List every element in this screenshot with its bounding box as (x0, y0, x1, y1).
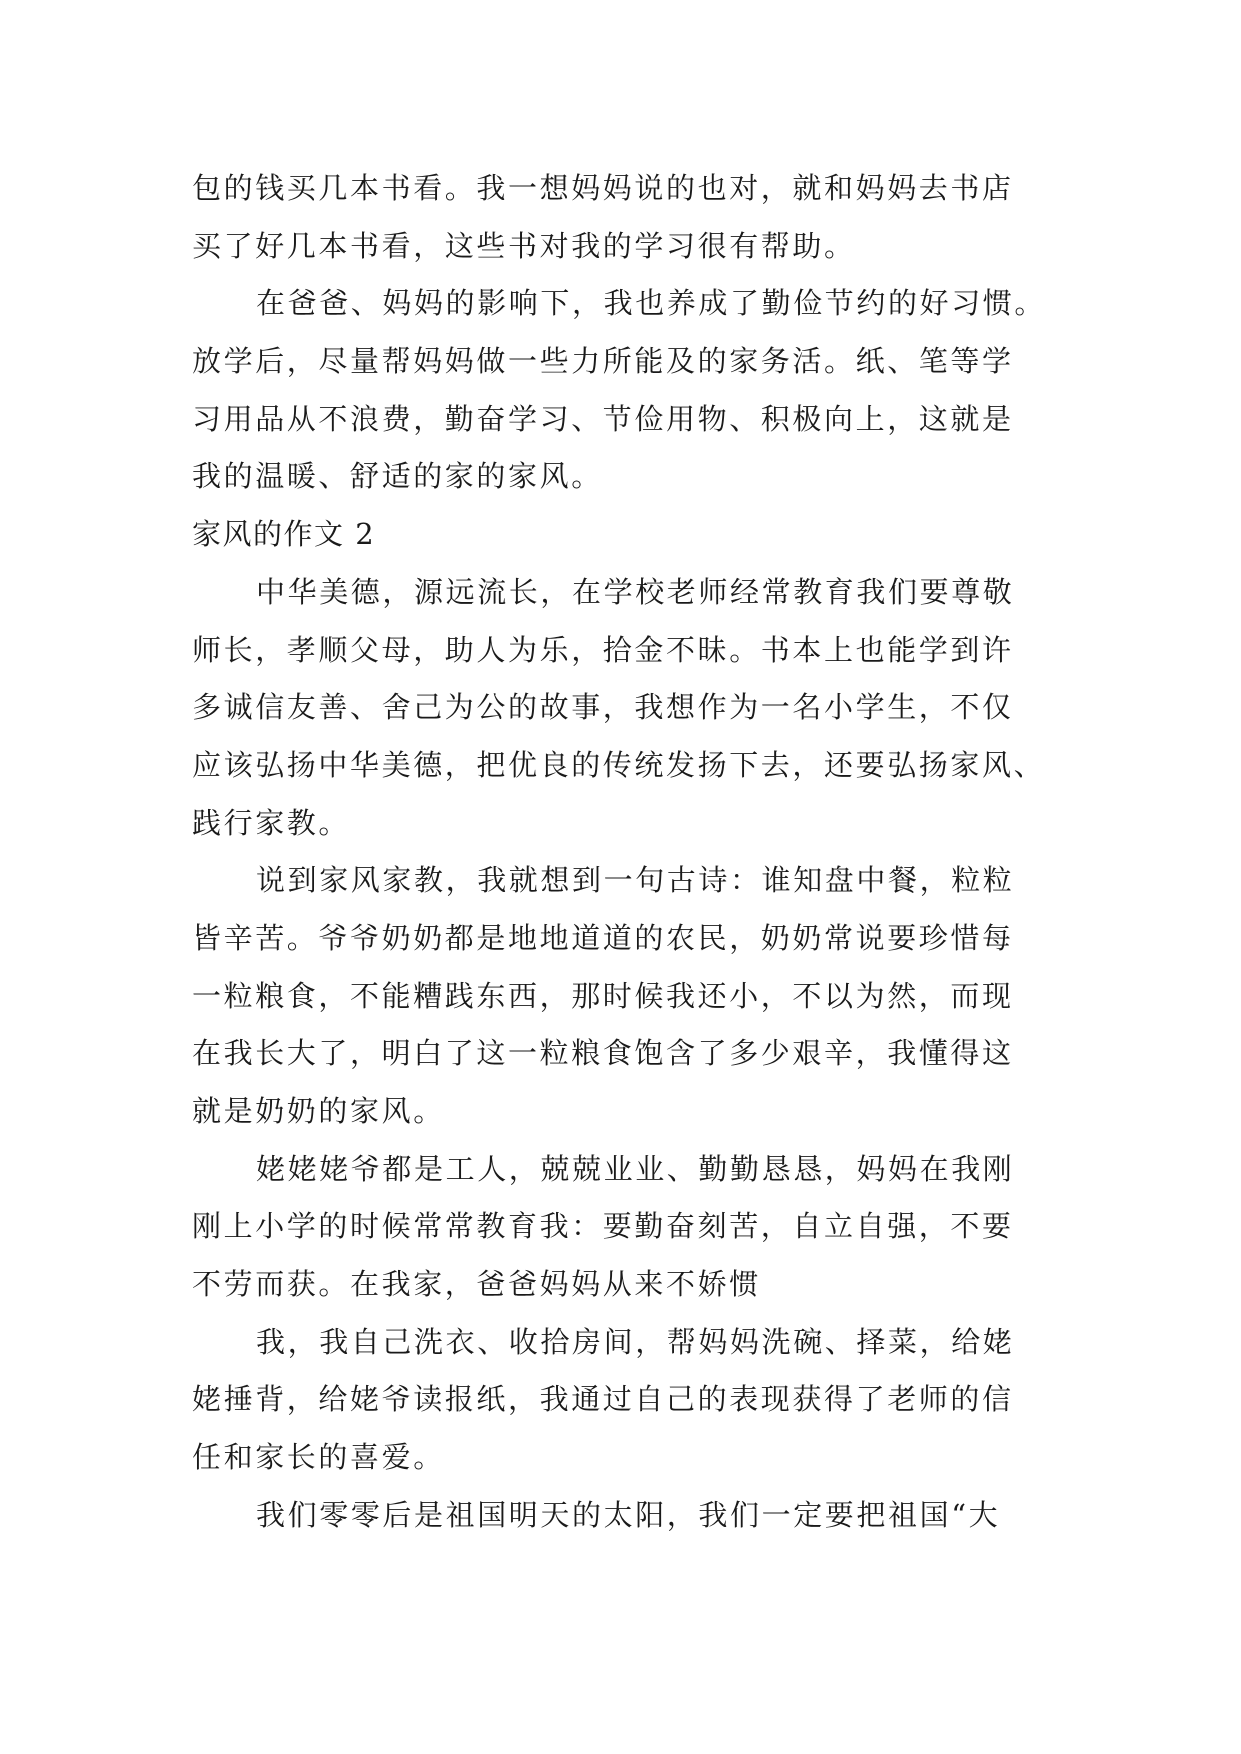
section-heading: 家风的作文 2 (192, 517, 376, 552)
text-line-18: 姥姥姥爷都是工人，兢兢业业、勤勤恳恳，妈妈在我刚 (256, 1151, 1015, 1186)
text-line-13: 说到家风家教，我就想到一句古诗：谁知盘中餐，粒粒 (256, 863, 1015, 898)
text-line-9: 师长，孝顺父母，助人为乐，拾金不昧。书本上也能学到许 (192, 632, 1014, 667)
text-line-19: 刚上小学的时候常常教育我：要勤奋刻苦，自立自强，不要 (192, 1209, 1014, 1244)
text-line-2: 买了好几本书看，这些书对我的学习很有帮助。 (192, 228, 856, 263)
text-line-23: 任和家长的喜爱。 (192, 1440, 445, 1475)
text-line-22: 姥捶背，给姥爷读报纸，我通过自己的表现获得了老师的信 (192, 1382, 1014, 1417)
text-line-14: 皆辛苦。爷爷奶奶都是地地道道的农民，奶奶常说要珍惜每 (192, 920, 1014, 955)
text-line-6: 我的温暖、舒适的家的家风。 (192, 459, 603, 494)
document-body (192, 160, 1052, 1545)
text-line-8: 中华美德，源远流长，在学校老师经常教育我们要尊敬 (256, 574, 1015, 609)
text-line-4: 放学后，尽量帮妈妈做一些力所能及的家务活。纸、笔等学 (192, 344, 1014, 379)
text-line-20: 不劳而获。在我家，爸爸妈妈从来不娇惯 (192, 1267, 761, 1302)
text-line-15: 一粒粮食，不能糟践东西，那时候我还小，不以为然，而现 (192, 978, 1014, 1013)
text-line-5: 习用品从不浪费，勤奋学习、节俭用物、积极向上，这就是 (192, 401, 1014, 436)
text-line-3: 在爸爸、妈妈的影响下，我也养成了勤俭节约的好习惯。 (256, 286, 1047, 321)
text-line-21: 我，我自己洗衣、收拾房间，帮妈妈洗碗、择菜，给姥 (256, 1324, 1015, 1359)
text-line-16: 在我长大了，明白了这一粒粮食饱含了多少艰辛，我懂得这 (192, 1036, 1014, 1071)
text-line-1: 包的钱买几本书看。我一想妈妈说的也对，就和妈妈去书店 (192, 171, 1014, 205)
text-line-10: 多诚信友善、舍己为公的故事，我想作为一名小学生，不仅 (192, 690, 1014, 725)
text-line-24: 我们零零后是祖国明天的太阳，我们一定要把祖国“大 (256, 1497, 1001, 1532)
text-line-17: 就是奶奶的家风。 (192, 1094, 445, 1128)
text-line-11: 应该弘扬中华美德，把优良的传统发扬下去，还要弘扬家风、 (192, 747, 1046, 782)
text-line-12: 践行家教。 (192, 805, 351, 840)
